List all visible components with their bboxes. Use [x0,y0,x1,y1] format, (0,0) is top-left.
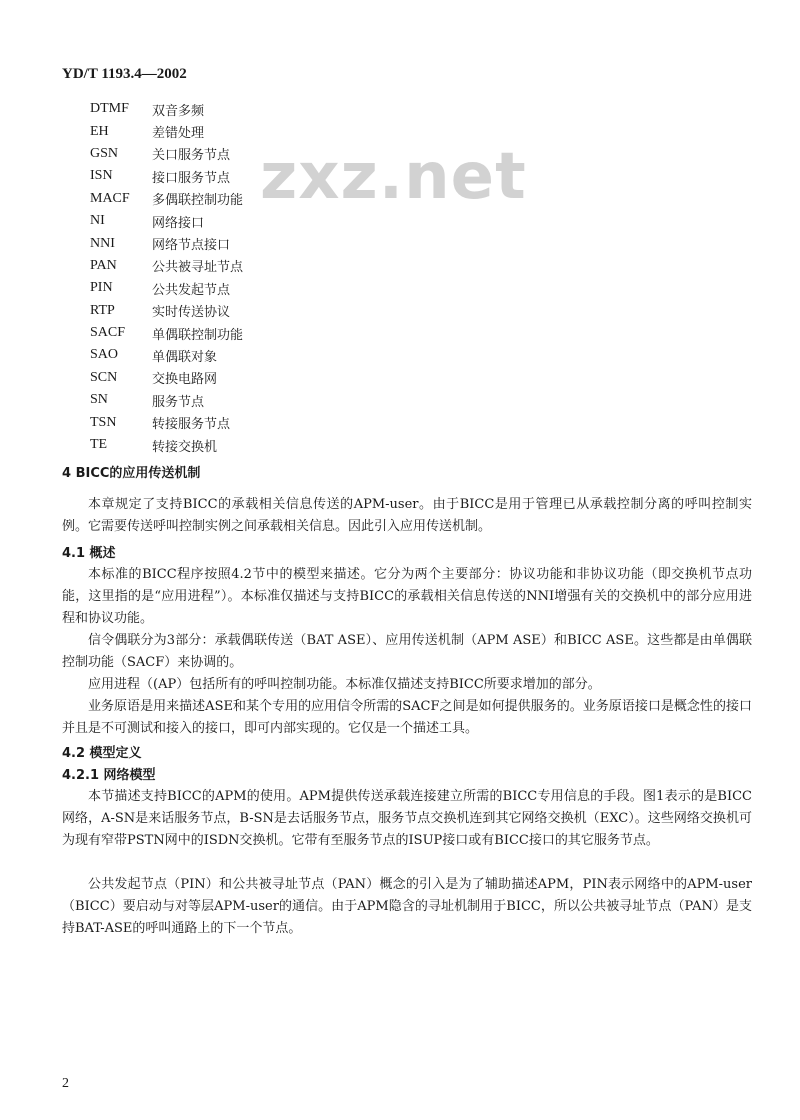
abbreviation-description: 转接交换机 [152,439,218,455]
abbreviation-description: 交换电路网 [152,372,218,388]
section-4-heading: 4 BICC的应用传送机制 [62,466,201,481]
abbreviation-description: 接口服务节点 [152,170,231,186]
abbreviation-description: 网络节点接口 [152,238,231,254]
abbreviation-description: 多偶联控制功能 [152,193,244,209]
abbreviation-row [90,344,243,366]
abbreviation-row [90,255,243,277]
abbreviation-row [90,120,243,142]
abbreviation-list [90,98,243,456]
abbreviation-code: SN [90,392,108,408]
abbreviation-code: RTP [90,302,115,318]
abbreviation-code: PAN [90,257,117,273]
section-4-1-paragraph-1: 本标准的BICC程序按照4.2节中的模型来描述。它分为两个主要部分：协议功能和非协议功能（即交换机节点功能，这里指的是“应用进程”）。本标准仅描述与支持BICC的承载相关信息传送的NNI增强有关的交换机中的部分应用进程和协议功能。 [62,567,752,626]
abbreviation-code: TSN [90,414,117,430]
abbreviation-row [90,210,243,232]
standard-number-header: YD/T 1193.4—2002 [62,66,187,82]
abbreviation-code: PIN [90,280,113,296]
abbreviation-code: NI [90,213,105,229]
abbreviation-code: TE [90,437,108,453]
abbreviation-row [90,98,243,120]
abbreviation-description: 网络接口 [152,215,205,231]
abbreviation-description: 双音多频 [152,103,205,119]
abbreviation-row [90,143,243,165]
abbreviation-description: 单偶联控制功能 [152,327,244,343]
abbreviation-row [90,188,243,210]
section-4-2-1-paragraph-1: 本节描述支持BICC的APM的使用。APM提供传送承载连接建立所需的BICC专用信息的手段。图1表示的是BICC网络，A-SN是来话服务节点，B-SN是去话服务节点，服务节点交换机连到其它网络交换机（EXC）。这些网络交换机可为现有窄带PSTN网中的ISDN交换机。它带有至服务节点的ISUP接口或有BICC接口的其它服务节点。 [62,789,752,848]
section-4-1-paragraph-3: 应用进程（(AP）包括所有的呼叫控制功能。本标准仅描述支持BICC所要求增加的部分。 [88,677,601,692]
page-number: 2 [62,1076,69,1091]
abbreviation-code: ISN [90,168,113,184]
abbreviation-row [90,367,243,389]
abbreviation-code: DTMF [90,101,129,117]
section-4-1-paragraph-4: 业务原语是用来描述ASE和某个专用的应用信令所需的SACF之间是如何提供服务的。业务原语接口是概念性的接口并且是不可测试和接入的接口，即可内部实现的。它仅是一个描述工具。 [62,699,752,736]
abbreviation-code: NNI [90,235,115,251]
abbreviation-description: 关口服务节点 [152,148,231,164]
abbreviation-code: SCN [90,369,118,385]
section-4-2-1-paragraph-2: 公共发起节点（PIN）和公共被寻址节点（PAN）概念的引入是为了辅助描述APM，PIN表示网络中的APM-user（BICC）要启动与对等层APM-user的通信。由于APM隐含的寻址机制用于BICC，所以公共被寻址节点（PAN）是支持BAT-ASE的呼叫通路上的下一个节点。 [62,877,752,936]
section-4-1-paragraph-2: 信令偶联分为3部分：承载偶联传送（BAT ASE）、应用传送机制（APM ASE）和BICC ASE。这些都是由单偶联控制功能（SACF）来协调的。 [62,633,752,670]
abbreviation-row [90,434,243,456]
abbreviation-code: SACF [90,325,126,341]
section-4-2-1-heading: 4.2.1 网络模型 [62,768,156,783]
abbreviation-code: EH [90,123,109,139]
abbreviation-row [90,232,243,254]
abbreviation-description: 实时传送协议 [152,305,231,321]
abbreviation-description: 单偶联对象 [152,349,218,365]
abbreviation-description: 公共被寻址节点 [152,260,244,276]
abbreviation-row [90,300,243,322]
abbreviation-row [90,411,243,433]
abbreviation-description: 公共发起节点 [152,282,231,298]
section-4-1-heading: 4.1 概述 [62,546,116,561]
abbreviation-description: 转接服务节点 [152,417,231,433]
watermark: zxz.net [260,140,527,214]
abbreviation-code: MACF [90,190,130,206]
abbreviation-code: SAO [90,347,119,363]
section-4-paragraph: 本章规定了支持BICC的承载相关信息传送的APM-user。由于BICC是用于管理已从承载控制分离的呼叫控制实例。它需要传送呼叫控制实例之间承载相关信息。因此引入应用传送机制。 [62,497,752,534]
abbreviation-row [90,389,243,411]
abbreviation-description: 差错处理 [152,126,205,142]
section-4-2-heading: 4.2 模型定义 [62,746,142,761]
abbreviation-code: GSN [90,145,119,161]
abbreviation-row [90,277,243,299]
abbreviation-row [90,165,243,187]
abbreviation-description: 服务节点 [152,394,205,410]
abbreviation-row [90,322,243,344]
